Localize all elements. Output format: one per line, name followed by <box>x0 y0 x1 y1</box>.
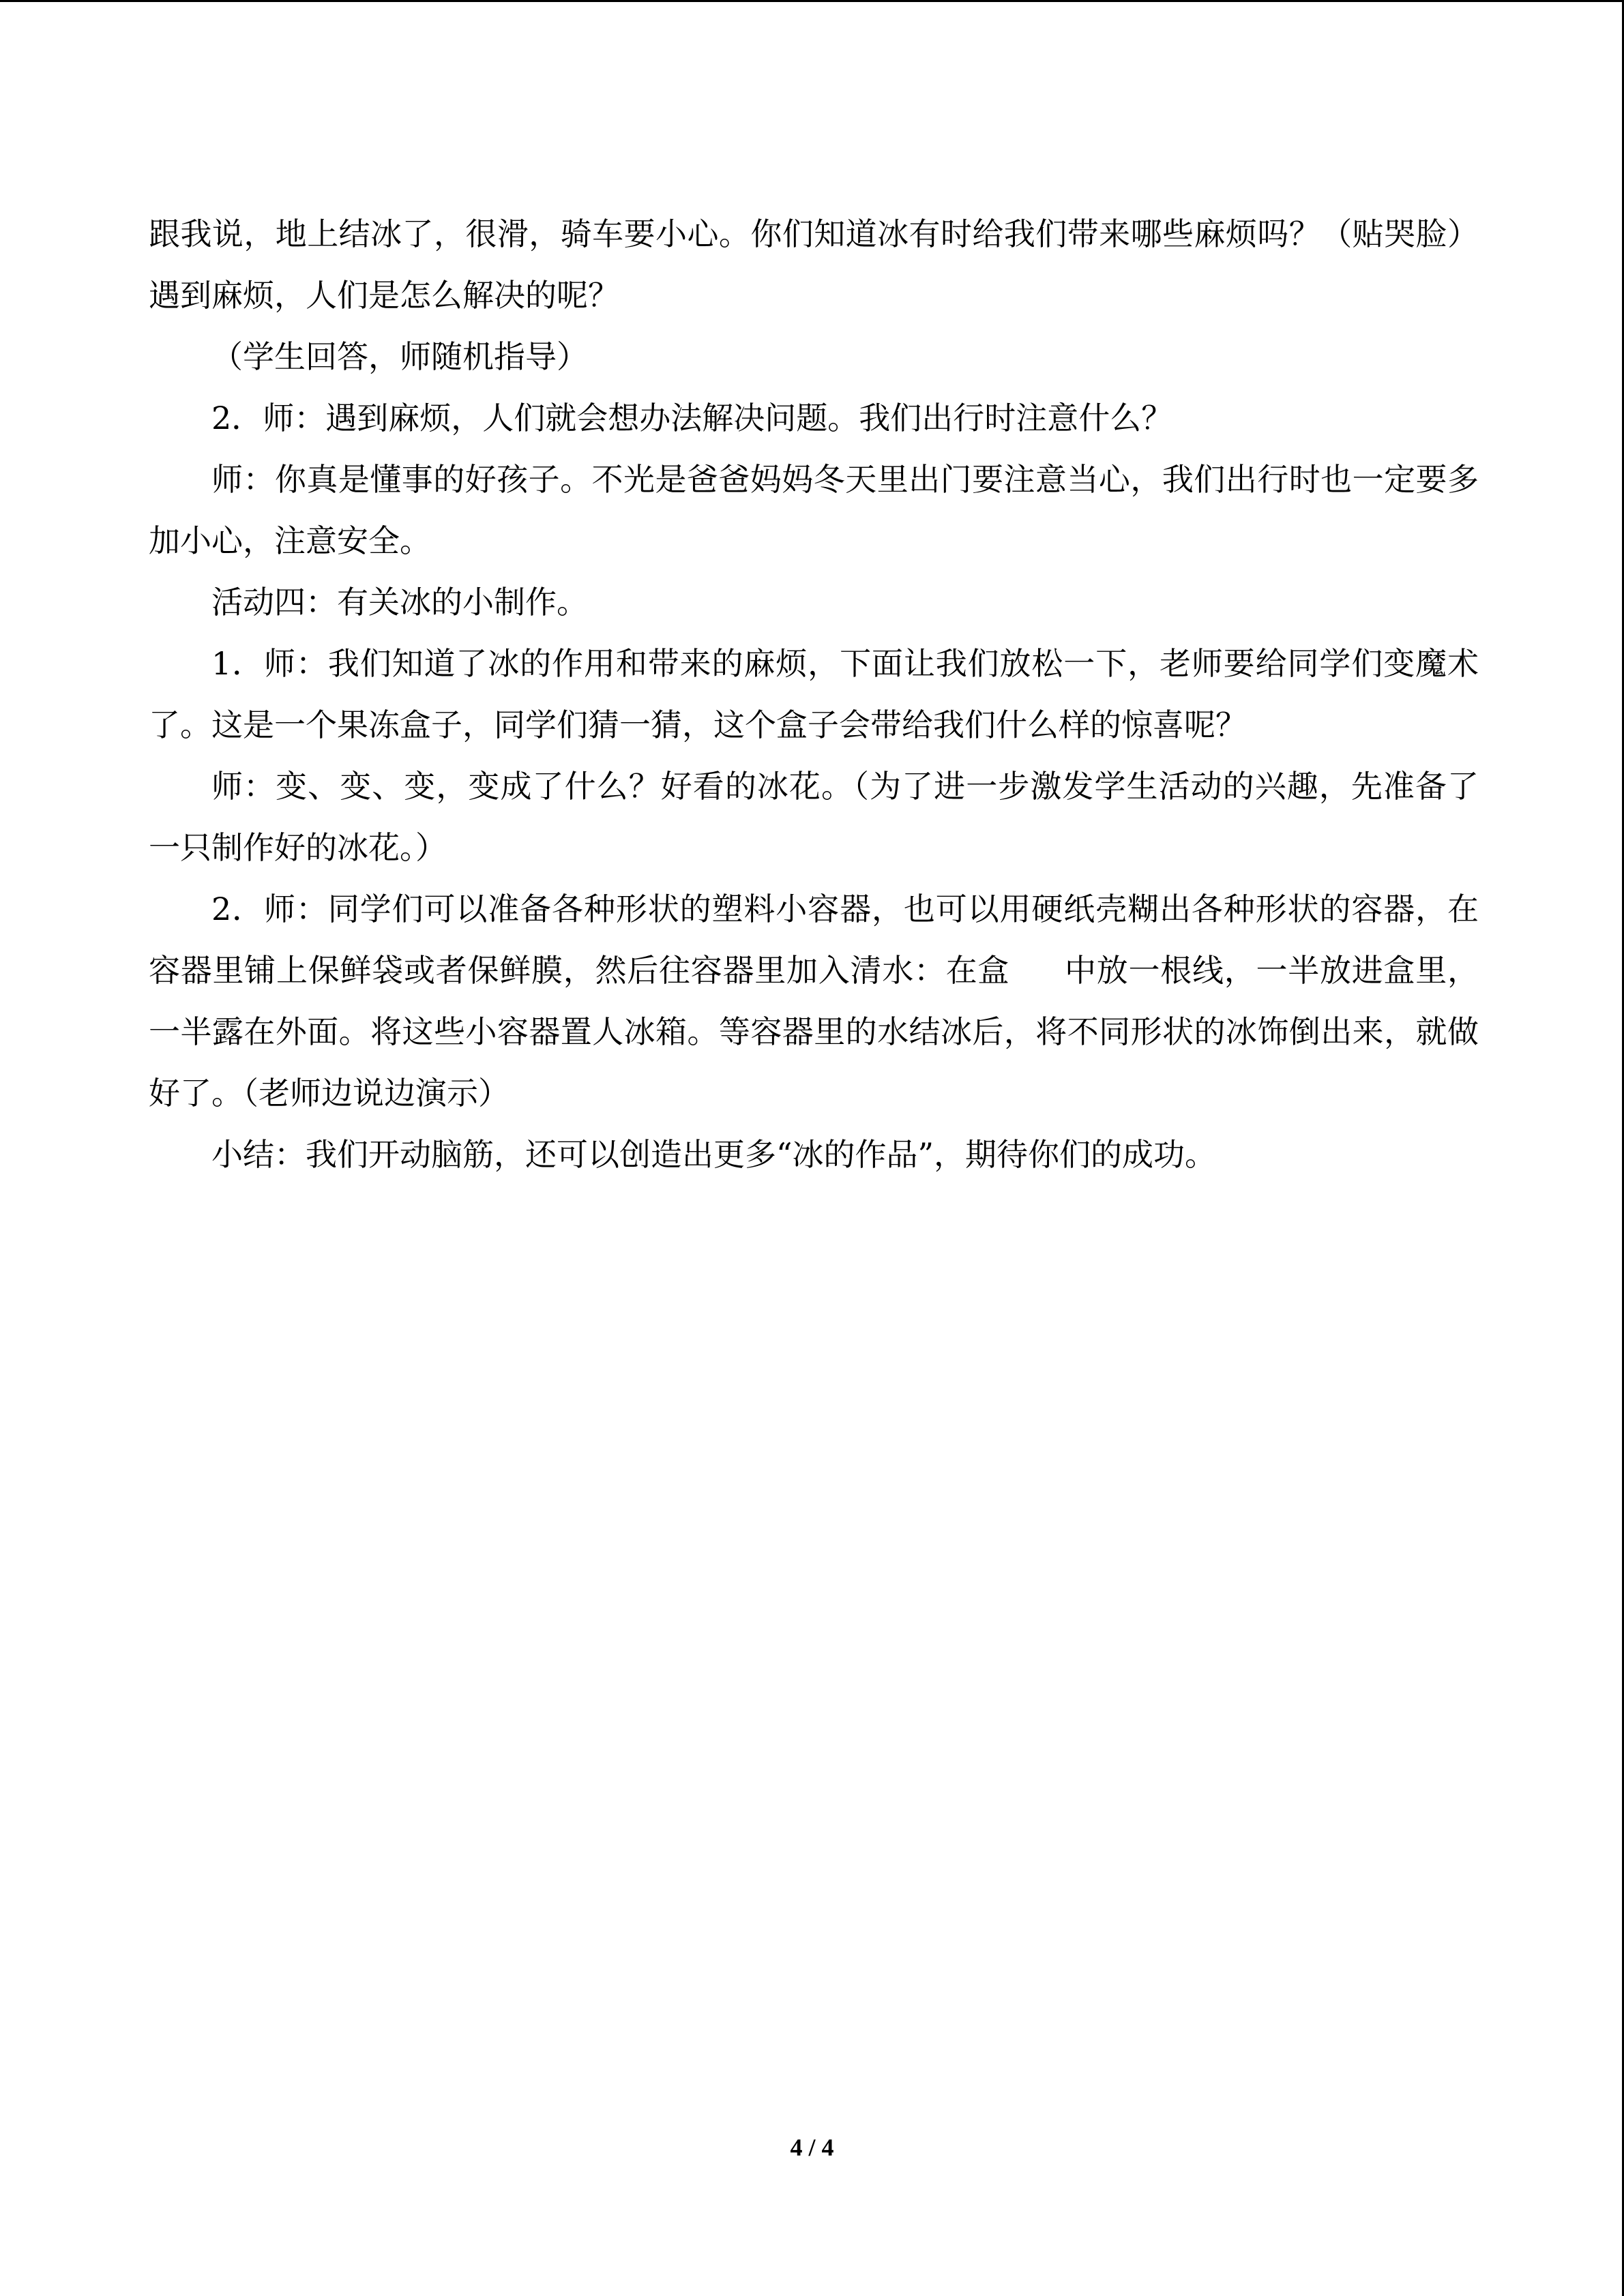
paragraph-4: 师：你真是懂事的好孩子。不光是爸爸妈妈冬天里出门要注意当心，我们出行时也一定要多加小心，注意安全。 <box>149 461 1479 559</box>
paragraph-1: 跟我说，地上结冰了，很滑，骑车要小心。你们知道冰有时给我们带来哪些麻烦吗？（贴哭脸）遇到麻烦，人们是怎么解决的呢？ <box>149 215 1479 314</box>
paragraph-8 <box>149 878 1479 1124</box>
paragraph-7: 师：变、变、变，变成了什么？好看的冰花。（为了进一步激发学生活动的兴趣，先准备了一只制作好的冰花。） <box>149 768 1479 866</box>
paragraph-2: （学生回答，师随机指导） <box>211 338 588 375</box>
paragraph-5: 活动四：有关冰的小制作。 <box>211 584 588 621</box>
paragraph-8-part1: 2．师：同学们可以准备各种形状的塑料小容器，也可以用硬纸壳糊出各种形状的容器，在容器里铺上保鲜袋或者保鲜膜，然后往容器里加入清水：在盒 <box>149 891 1479 989</box>
paragraph-3: 2．师：遇到麻烦，人们就会想办法解决问题。我们出行时注意什么？ <box>211 400 1173 436</box>
paragraph-8-part2: 中放一根线，一半放进盒里，一半露在外面。将这些小容器置人冰箱。等容器里的水结冰后，将不同形状的冰饰倒出来，就做好了。（老师边说边演示） <box>149 952 1479 1112</box>
summary-paragraph: 小结：我们开动脑筋，还可以创造出更多“冰的作品”，期待你们的成功。 <box>211 1136 1217 1173</box>
page-number: 4 / 4 <box>790 2134 834 2161</box>
paragraph-6: 1．师：我们知道了冰的作用和带来的麻烦，下面让我们放松一下，老师要给同学们变魔术了。这是一个果冻盒子，同学们猜一猜，这个盒子会带给我们什么样的惊喜呢？ <box>149 645 1479 743</box>
document-body <box>149 203 1479 1185</box>
